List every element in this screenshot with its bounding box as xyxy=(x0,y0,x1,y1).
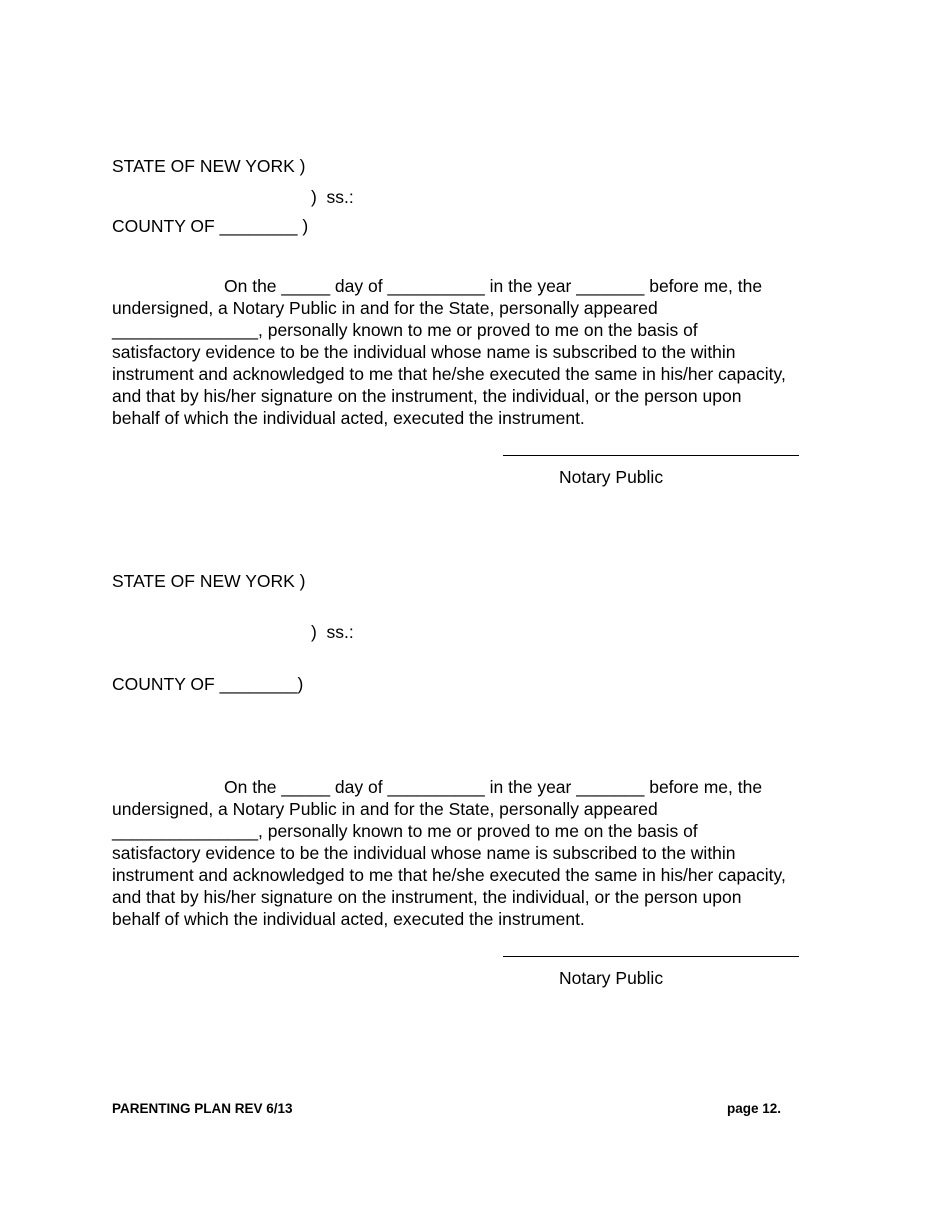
ss-line-2: ) ss.: xyxy=(311,622,354,642)
state-line-2: STATE OF NEW YORK ) xyxy=(112,571,306,591)
body-line: behalf of which the individual acted, executed the instrument. xyxy=(112,909,585,929)
notary-label-2: Notary Public xyxy=(559,968,664,988)
body-line: _______________, personally known to me or proved to me on the basis of xyxy=(112,320,698,340)
acknowledgment-body-2 xyxy=(112,776,852,930)
body-line: behalf of which the individual acted, executed the instrument. xyxy=(112,408,585,428)
footer-page-number: page 12. xyxy=(727,1101,782,1116)
body-line: satisfactory evidence to be the individual whose name is subscribed to the within xyxy=(112,342,736,362)
ss-line-1: ) ss.: xyxy=(311,187,354,207)
body-line: instrument and acknowledged to me that he/she executed the same in his/her capacity, xyxy=(112,364,786,384)
body-line: On the _____ day of __________ in the year _______ before me, the xyxy=(224,276,763,296)
notary-label-1: Notary Public xyxy=(559,467,664,487)
state-line-1: STATE OF NEW YORK ) xyxy=(112,156,306,176)
body-line: undersigned, a Notary Public in and for the State, personally appeared xyxy=(112,298,658,318)
body-line: and that by his/her signature on the instrument, the individual, or the person upon xyxy=(112,386,742,406)
signature-line-1 xyxy=(503,455,799,456)
body-line: undersigned, a Notary Public in and for the State, personally appeared xyxy=(112,799,658,819)
signature-line-2 xyxy=(503,956,799,957)
body-line: On the _____ day of __________ in the year _______ before me, the xyxy=(224,777,763,797)
body-line: _______________, personally known to me or proved to me on the basis of xyxy=(112,821,698,841)
acknowledgment-body-1 xyxy=(112,275,852,429)
footer-document-title: PARENTING PLAN REV 6/13 xyxy=(112,1101,293,1116)
body-line: satisfactory evidence to be the individual whose name is subscribed to the within xyxy=(112,843,736,863)
body-line: instrument and acknowledged to me that he/she executed the same in his/her capacity, xyxy=(112,865,786,885)
body-line: and that by his/her signature on the instrument, the individual, or the person upon xyxy=(112,887,742,907)
county-line-1: COUNTY OF ________ ) xyxy=(112,216,309,236)
county-line-2: COUNTY OF ________) xyxy=(112,674,304,694)
